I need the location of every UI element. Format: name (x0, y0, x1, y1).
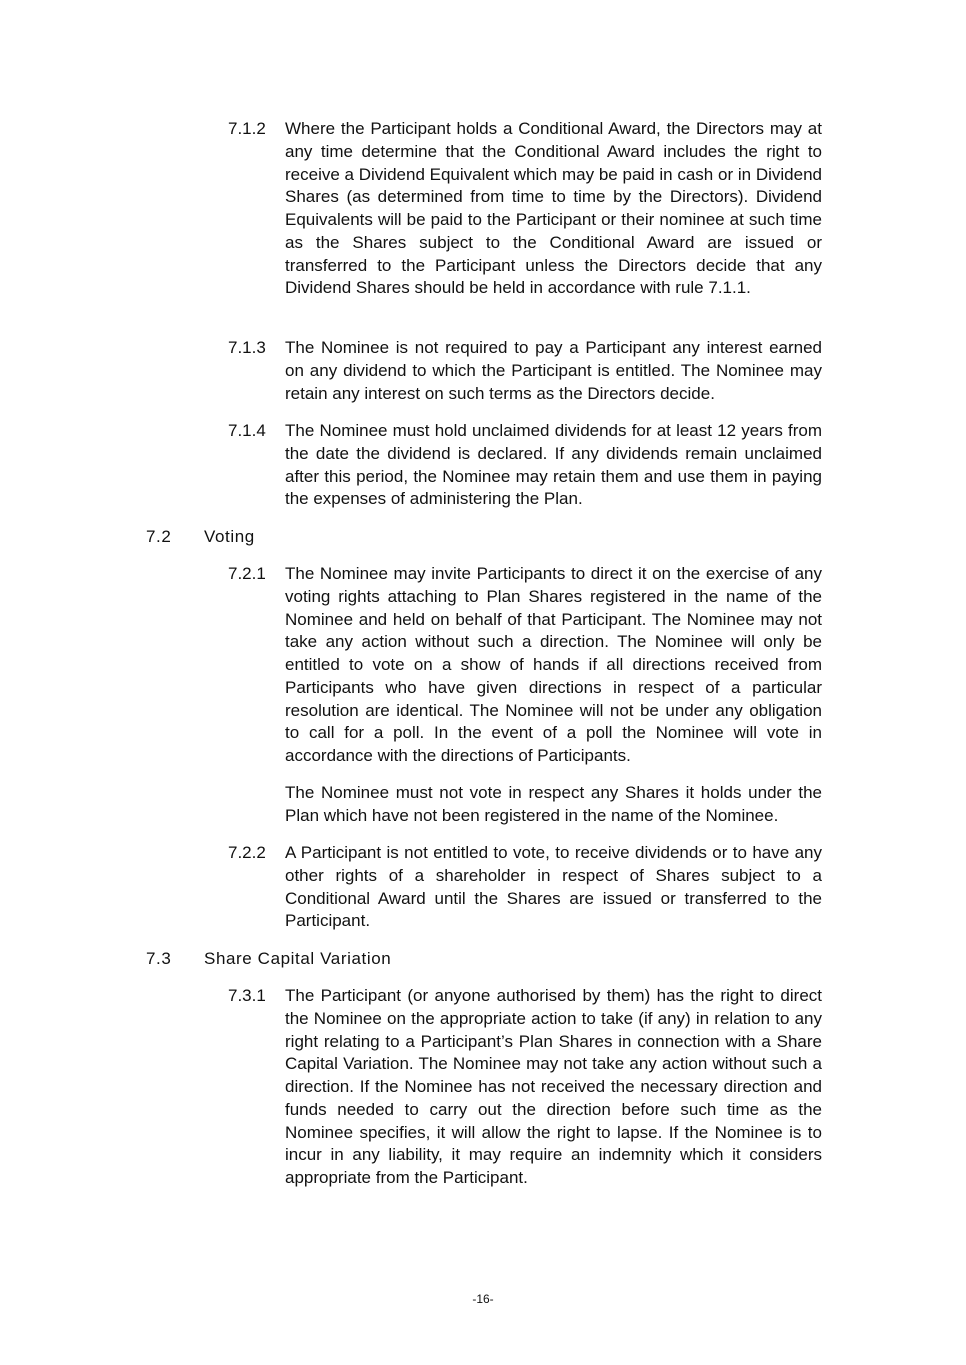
section-title: Voting (204, 527, 255, 546)
clause-number: 7.2.2 (228, 843, 266, 862)
page-number: -16- (472, 1292, 494, 1306)
clause-text: Where the Participant holds a Conditional Award, the Directors may at any time determine that the Conditional Award includes the right to receive a Dividend Equivalent which may be paid in cash or in Dividend Shares (as determined from time to time by the Directors). Dividend Equivalents will be paid to the Participant or their nominee at such time as the Shares subject to the Conditional Award are issued or transferred to the Participant unless the Directors decide that any Dividend Shares should be held in accordance with rule 7.1.1. (285, 119, 822, 298)
clause-text: The Participant (or anyone authorised by them) has the right to direct the Nominee on the appropriate action to take (if any) in relation to any right relating to a Participant’s Plan Shares in connection with a Share Capital Variation. The Nominee may not take any action without such a direction. If the Nominee has not received the necessary direction and funds needed to carry out the direction before such time as the Nominee specifies, it will allow the right to lapse. If the Nominee is to incur in any liability, it may require an indemnity which it considers appropriate from the Participant. (285, 986, 822, 1187)
clause-7-2-1-continuation: The Nominee must not vote in respect any Shares it holds under the Plan which have not been registered in the name of the Nominee. (285, 783, 822, 825)
section-number: 7.2 (146, 527, 172, 546)
clause-text: The Nominee may invite Participants to direct it on the exercise of any voting rights attaching to Plan Shares registered in the name of the Nominee and held on behalf of that Participant. The Nominee may not take any action without such a direction. The Nominee will only be entitled to vote on a show of hands if all directions received from Participants who have given directions in respect of a particular resolution are identical. The Nominee will not be under any obligation to call for a poll. In the event of a poll the Nominee will vote in accordance with the directions of Participants. (285, 564, 822, 765)
clause-text: A Participant is not entitled to vote, to receive dividends or to have any other rights of a shareholder in respect of Shares subject to a Conditional Award until the Shares are issued or transferred to the Participant. (285, 843, 822, 931)
clause-number: 7.1.2 (228, 119, 266, 138)
clause-number: 7.1.4 (228, 421, 266, 440)
section-title: Share Capital Variation (204, 949, 392, 968)
clause-text: The Nominee is not required to pay a Participant any interest earned on any dividend to which the Participant is entitled. The Nominee may retain any interest on such terms as the Directors decide. (285, 338, 822, 403)
clause-number: 7.1.3 (228, 338, 266, 357)
section-number: 7.3 (146, 949, 172, 968)
clause-number: 7.3.1 (228, 986, 266, 1005)
clause-number: 7.2.1 (228, 564, 266, 583)
clause-text: The Nominee must hold unclaimed dividends for at least 12 years from the date the dividend is declared. If any dividends remain unclaimed after this period, the Nominee may retain them and use them in paying the expenses of administering the Plan. (285, 421, 822, 509)
